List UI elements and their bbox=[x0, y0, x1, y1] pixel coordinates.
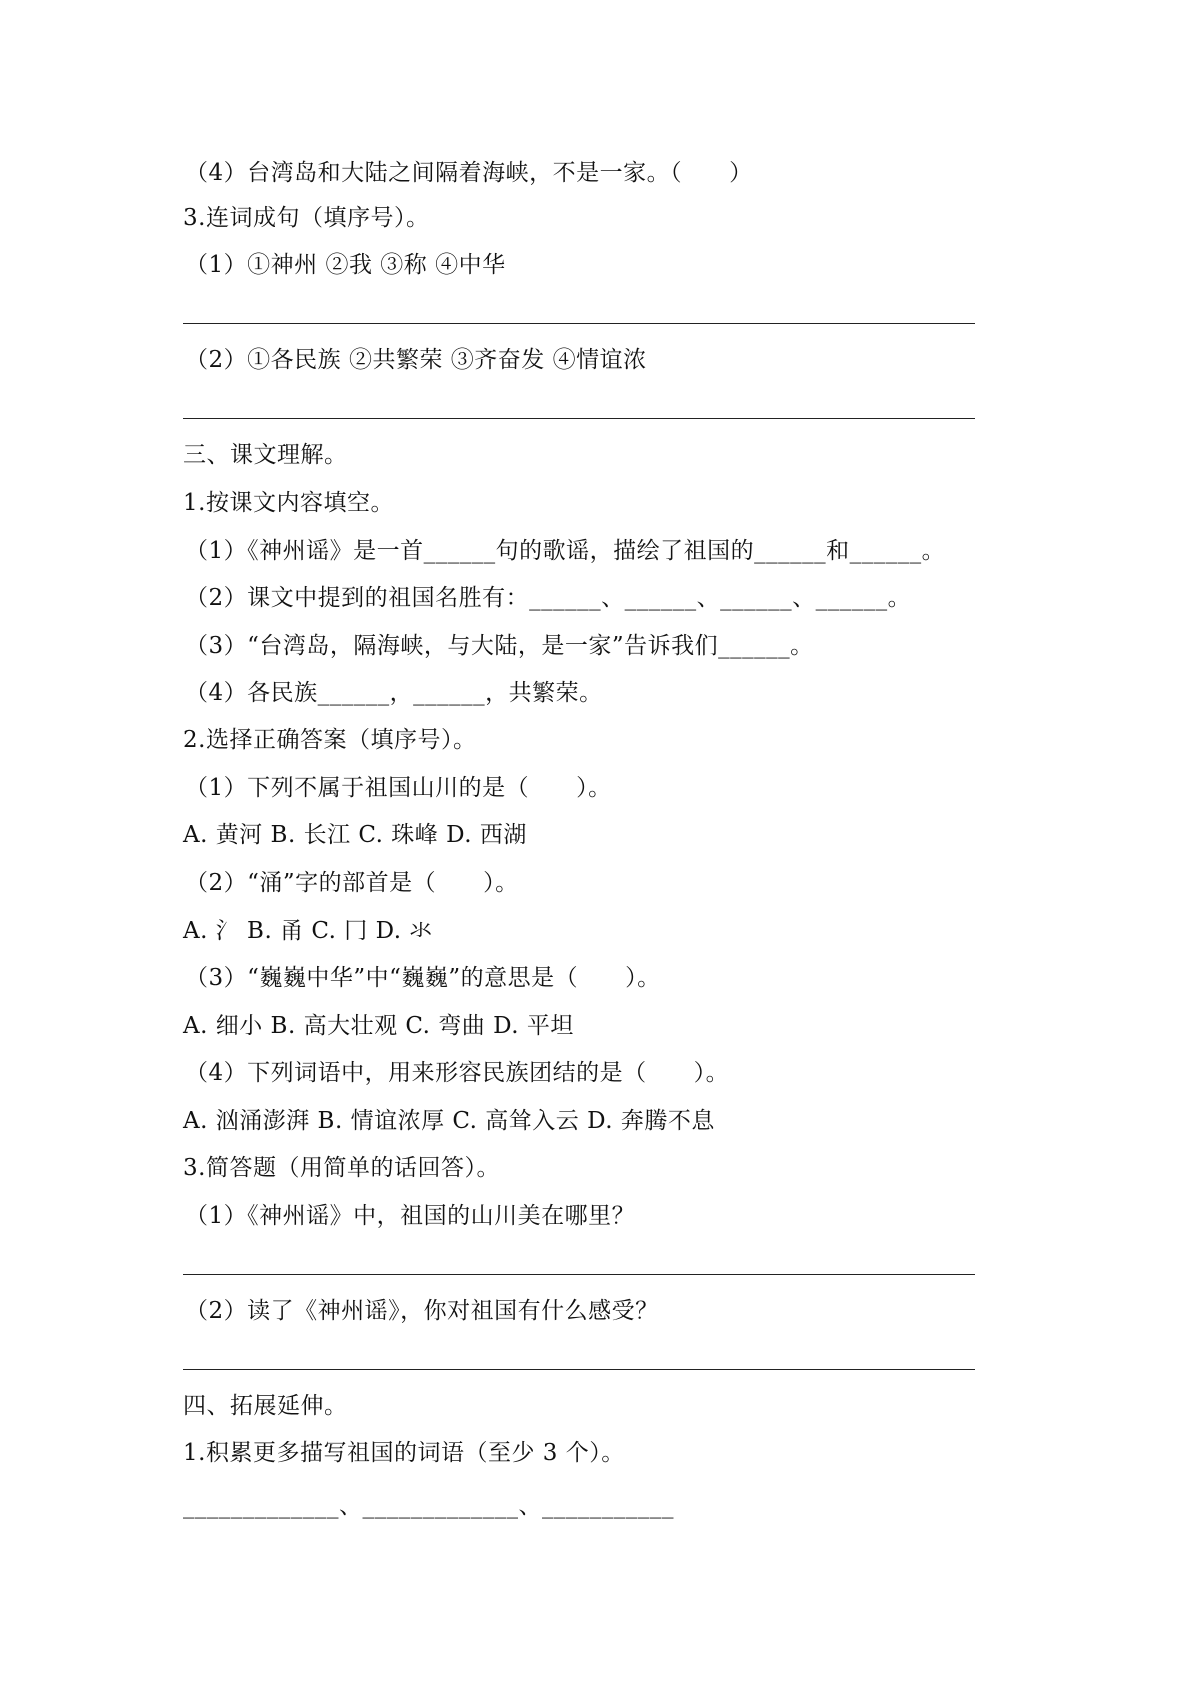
question-3-item-1: （1）①神州 ②我 ③称 ④中华 bbox=[185, 252, 506, 278]
section-3-question-1-item-4: （4）各民族______，______，共繁荣。 bbox=[185, 680, 603, 706]
section-3-question-2-options-4: A. 汹涌澎湃 B. 情谊浓厚 C. 高耸入云 D. 奔腾不息 bbox=[183, 1108, 715, 1134]
section-3-question-3-item-2: （2）读了《神州谣》，你对祖国有什么感受？ bbox=[185, 1298, 659, 1324]
answer-line bbox=[183, 323, 975, 324]
section-3-question-2-options-3: A. 细小 B. 高大壮观 C. 弯曲 D. 平坦 bbox=[183, 1013, 574, 1039]
section-3-question-2-item-4: （4）下列词语中，用来形容民族团结的是（ ）。 bbox=[185, 1060, 730, 1086]
section-3-question-3-title: 3.简答题（用简单的话回答）。 bbox=[183, 1155, 500, 1181]
answer-line bbox=[183, 1274, 975, 1275]
section-3-question-1-item-3: （3）“台湾岛，隔海峡，与大陆，是一家”告诉我们______。 bbox=[185, 633, 814, 659]
section-3-question-2-options-2: A. 氵 B. 甬 C. 冂 D. 氺 bbox=[183, 918, 433, 944]
section-3-question-1-item-1: （1）《神州谣》是一首______句的歌谣，描绘了祖国的______和______。 bbox=[185, 538, 946, 564]
section-3-question-2-item-3: （3）“巍巍中华”中“巍巍”的意思是（ ）。 bbox=[185, 965, 661, 991]
question-3-title: 3.连词成句（填序号）。 bbox=[183, 205, 430, 231]
section-3-question-2-item-1: （1）下列不属于祖国山川的是（ ）。 bbox=[185, 775, 612, 801]
section-3-question-2-options-1: A. 黄河 B. 长江 C. 珠峰 D. 西湖 bbox=[183, 822, 527, 848]
section-3-question-1-item-2: （2）课文中提到的祖国名胜有：______、______、______、______。 bbox=[185, 585, 912, 611]
section-3-heading: 三、课文理解。 bbox=[183, 442, 348, 468]
section-3-question-2-title: 2.选择正确答案（填序号）。 bbox=[183, 727, 477, 753]
question-3-item-2: （2）①各民族 ②共繁荣 ③齐奋发 ④情谊浓 bbox=[185, 347, 647, 373]
section-4-question-1-title: 1.积累更多描写祖国的词语（至少 3 个）。 bbox=[183, 1440, 625, 1466]
section-4-question-1-blanks: _____________、_____________、___________ bbox=[183, 1493, 674, 1519]
question-2-item-4: （4）台湾岛和大陆之间隔着海峡，不是一家。（ ） bbox=[185, 160, 753, 186]
answer-line bbox=[183, 1369, 975, 1370]
section-3-question-2-item-2: （2）“涌”字的部首是（ ）。 bbox=[185, 870, 519, 896]
answer-line bbox=[183, 418, 975, 419]
section-3-question-1-title: 1.按课文内容填空。 bbox=[183, 490, 394, 516]
section-4-heading: 四、拓展延伸。 bbox=[183, 1393, 348, 1419]
section-3-question-3-item-1: （1）《神州谣》中，祖国的山川美在哪里？ bbox=[185, 1203, 636, 1229]
